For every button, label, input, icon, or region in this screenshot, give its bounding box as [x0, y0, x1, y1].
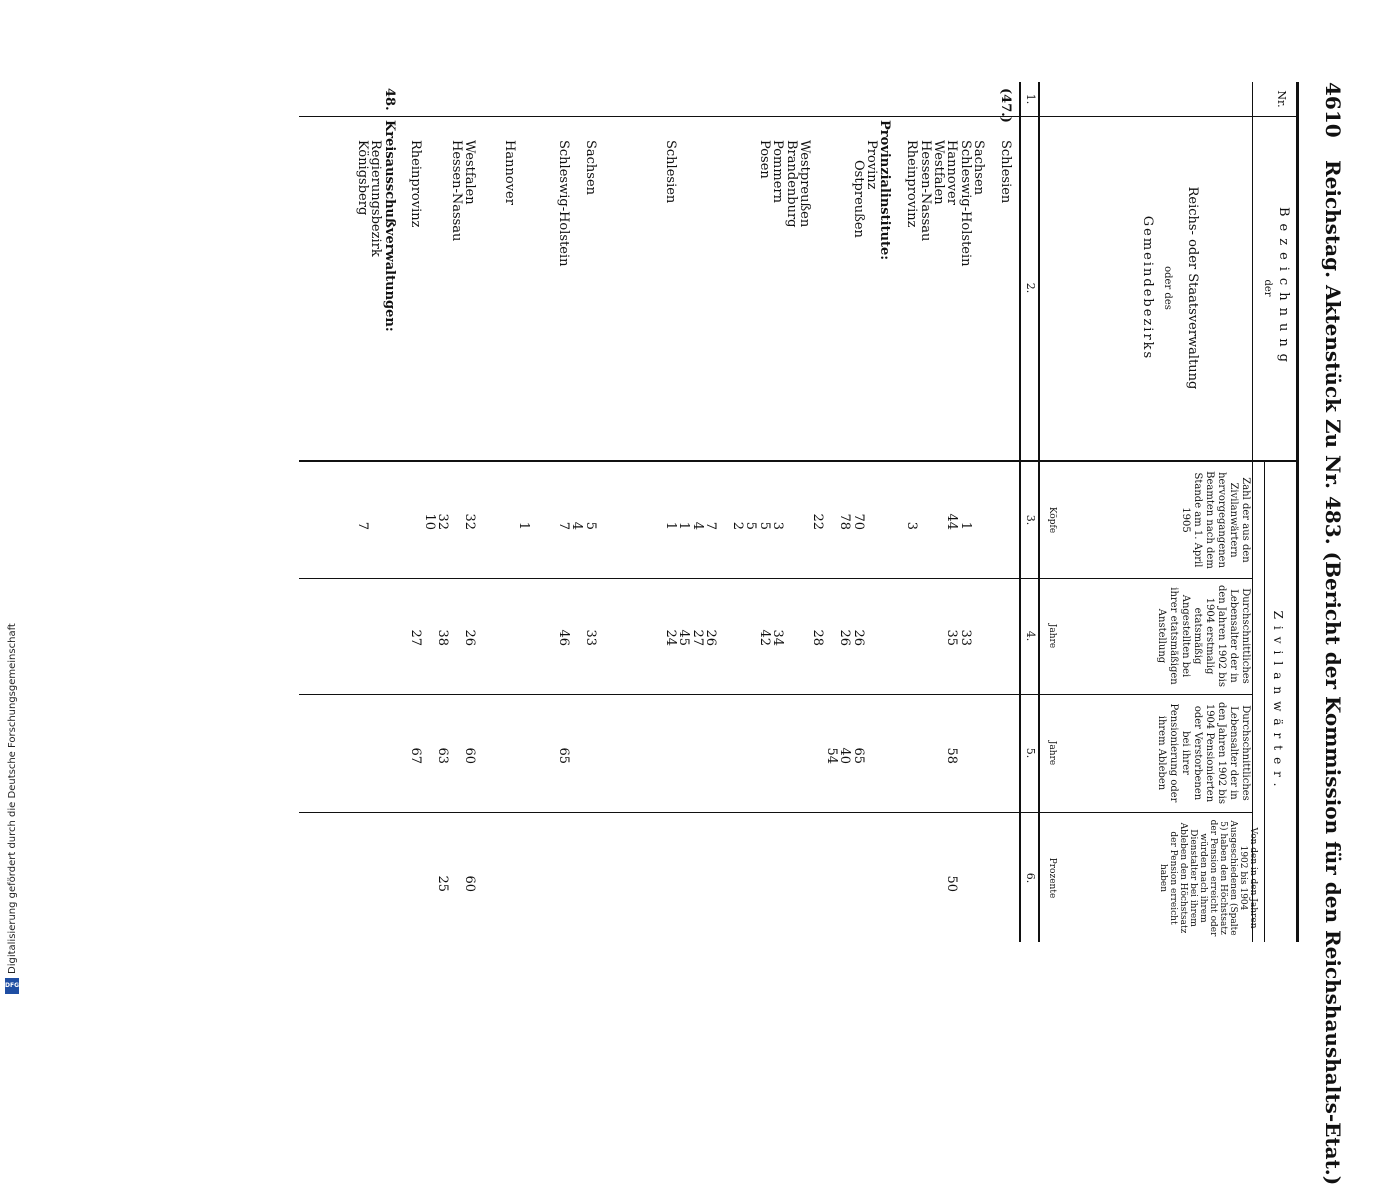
cell-c3: 5 [756, 521, 772, 530]
colnum-3: 3. [1024, 514, 1037, 526]
cell-c3: 1 [957, 521, 973, 530]
column-number-rule [1252, 82, 1253, 942]
cell-c3: 1 [663, 521, 678, 530]
table-row [569, 0, 585, 1000]
row-label: Schleswig-Holstein [555, 140, 571, 267]
gemeindebezirks-label: Gemeindebezirks [1140, 215, 1155, 361]
cell-c3: 3 [770, 521, 786, 530]
table-row [810, 0, 826, 1000]
table-row [610, 0, 622, 1000]
table-row [463, 0, 475, 1000]
cell-c3: 70 [850, 513, 866, 530]
row-label: Brandenburg [783, 140, 799, 228]
table-row [865, 0, 877, 1000]
bezeichnung-label: Bezeichnung [1276, 206, 1291, 370]
cell-c4: 26 [850, 629, 866, 646]
verwaltung-label: Reichs- oder Staatsverwaltung [1185, 186, 1200, 390]
row-label: Schlesien [663, 140, 678, 204]
digitization-credit [4, 594, 20, 994]
col6-unit: Prozente [1047, 857, 1057, 899]
cell-c5: 58 [944, 747, 960, 764]
row-label: Sachsen [971, 140, 987, 196]
cell-c5: 40 [837, 747, 853, 764]
row-label: Ostpreußen [850, 160, 866, 238]
oder-des-label: oder des [1162, 266, 1173, 310]
row-number: (47.) [998, 88, 1013, 123]
cell-c4: 34 [770, 629, 786, 646]
cell-c5: 65 [850, 747, 866, 764]
table-row [476, 0, 488, 1000]
row-label: Westfalen [931, 140, 946, 205]
cell-c6: 25 [435, 875, 451, 892]
table-row [932, 0, 944, 1000]
row-label: Rheinprovinz [904, 140, 920, 228]
col3-header: Zahl der aus den Zivilanwärtern hervorgegangenen Beamten nach dem Stande am 1. April 1905 [1180, 471, 1251, 569]
row-label: Westpreußen [797, 140, 812, 228]
cell-c3: 22 [810, 513, 826, 530]
cell-c4: 27 [408, 629, 424, 646]
table-row [718, 0, 730, 1000]
cell-c3: 2 [730, 521, 745, 530]
page-title: Reichstag. Aktenstück Zu Nr. 483. (Bericht der Kommission für den Reichshaushalts-Etat.) [1321, 160, 1345, 1185]
table-row [423, 0, 435, 1000]
table-row [664, 0, 676, 1000]
table-row [651, 0, 663, 1000]
colnum-5: 5. [1024, 747, 1037, 759]
row-label: Königsberg [354, 140, 370, 216]
table-row [892, 0, 904, 1000]
table-row [502, 0, 518, 1000]
cell-c3: 44 [944, 513, 960, 530]
table-body [11, 0, 1011, 1000]
cell-c3: 7 [354, 521, 370, 530]
table-row [676, 0, 692, 1000]
cell-c6: 60 [462, 875, 477, 892]
table-row [770, 0, 786, 1000]
table-row [584, 0, 596, 1000]
cell-c3: 7 [555, 521, 571, 530]
page-number: 4610 [1321, 82, 1345, 138]
cell-c3: 3 [904, 521, 920, 530]
cell-c3: 7 [703, 521, 719, 530]
dfg-logo: DFG [5, 978, 19, 994]
group-title-rule [1264, 462, 1265, 942]
table-top-rule [1296, 82, 1299, 942]
row-label: Hessen-Nassau [448, 140, 464, 242]
cell-c4: 35 [944, 629, 960, 646]
col6-header: Von den in den Jahren 1902 bis 1904 Ausgeschiedenen (Spalte 5) haben den Höchstsatz der Pension erreicht oder würden nach ihrem Dienstalter bei ihrem Ableben den Höchstsatz der Pension erreicht haben [1158, 819, 1258, 937]
row-label: Provinz [864, 140, 879, 190]
table-row [490, 0, 502, 1000]
table-row [852, 0, 864, 1000]
cell-c5: 67 [408, 747, 424, 764]
cell-c5: 60 [462, 747, 477, 764]
colnum-1: 1. [1024, 93, 1037, 105]
colnum-6: 6. [1024, 872, 1037, 884]
row-label: Rheinprovinz [408, 140, 424, 228]
row-label: Posen [756, 140, 772, 179]
table-row [450, 0, 462, 1000]
cell-c4: 46 [555, 629, 571, 646]
col4-unit: Jahre [1047, 623, 1057, 649]
row-label: Provinzialinstitute: [877, 120, 893, 261]
cell-c3: 32 [462, 513, 477, 530]
table-row [703, 0, 719, 1000]
table-row [743, 0, 759, 1000]
row-label: Hannover [502, 140, 518, 205]
row-label: Westfalen [462, 140, 477, 205]
cell-c3: 78 [837, 513, 853, 530]
cell-c4: 33 [957, 629, 973, 646]
table-row [356, 0, 368, 1000]
cell-c3: 1 [515, 521, 531, 530]
cell-c3: 5 [582, 521, 598, 530]
table-row [624, 0, 636, 1000]
cell-c4: 33 [582, 629, 598, 646]
col3-unit: Köpfe [1047, 506, 1057, 534]
running-head [1305, 0, 1345, 1185]
table-row [530, 0, 542, 1000]
cell-c4: 26 [703, 629, 719, 646]
colnum-2: 2. [1024, 282, 1037, 294]
cell-c3: 4 [569, 521, 585, 530]
credit-text: Digitalisierung gefördert durch die Deutsche Forschungsgemeinschaft [7, 623, 18, 974]
table-row [919, 0, 931, 1000]
row-label: Kreisausschußverwaltungen: [381, 120, 397, 332]
table-row [435, 0, 451, 1000]
table-row [543, 0, 555, 1000]
table-row [944, 0, 960, 1000]
table-row [798, 0, 810, 1000]
body-top-rule [1019, 82, 1021, 942]
table-row [877, 0, 893, 1000]
row-label: Pommern [770, 140, 786, 203]
cell-c5: 54 [823, 747, 839, 764]
table-row [986, 0, 998, 1000]
table-row [517, 0, 529, 1000]
table-row [959, 0, 971, 1000]
cell-c4: 42 [756, 629, 772, 646]
table-row [785, 0, 797, 1000]
table-row [837, 0, 853, 1000]
row-label: Sachsen [582, 140, 598, 196]
table-row [999, 0, 1011, 1000]
table-row [396, 0, 408, 1000]
table-row [731, 0, 743, 1000]
table-row [758, 0, 770, 1000]
row-label: Hannover [944, 140, 960, 205]
cell-c3: 10 [421, 513, 437, 530]
cell-c4: 38 [435, 629, 451, 646]
row-label: Schlesien [998, 140, 1013, 204]
cell-c5: 65 [555, 747, 571, 764]
cell-c6: 50 [944, 875, 960, 892]
cell-c4: 45 [676, 629, 692, 646]
cell-c3: 4 [689, 521, 705, 530]
col5-header: Durchschnittliches Lebensalter der in den Jahren 1902 bis 1904 Pensionierten oder Verstorbenen bei ihrer Pensionierung oder ihrem Ableben [1156, 701, 1251, 805]
cell-c3: 5 [743, 521, 759, 530]
table-row [971, 0, 987, 1000]
cell-c4: 27 [689, 629, 705, 646]
col5-unit: Jahre [1047, 740, 1057, 766]
cell-c5: 63 [435, 747, 451, 764]
der-label: der [1262, 279, 1273, 297]
table-row [557, 0, 569, 1000]
cell-c4: 28 [810, 629, 826, 646]
group-title: Zivilanwärter. [1271, 610, 1285, 794]
row-number: 48. [381, 88, 397, 111]
col4-header: Durchschnittliches Lebensalter der in den Jahren 1902 bis 1904 erstmalig etatsmäßig Angestellten bei ihrer etatsmäßigen Anstellung [1156, 584, 1251, 688]
table-row [368, 0, 384, 1000]
table-row [691, 0, 703, 1000]
table-row [904, 0, 920, 1000]
cell-c3: 32 [435, 513, 451, 530]
cell-c3: 1 [676, 521, 692, 530]
row-label: Regierungsbezirk [368, 140, 384, 257]
nr-label: Nr. [1275, 90, 1288, 108]
table-row [825, 0, 837, 1000]
table-row [597, 0, 609, 1000]
table-row [637, 0, 649, 1000]
header-bottom-rule [1038, 82, 1040, 942]
row-label: Hessen-Nassau [917, 140, 933, 242]
cell-c4: 24 [663, 629, 678, 646]
table-row [383, 0, 395, 1000]
table-row [408, 0, 424, 1000]
cell-c4: 26 [837, 629, 853, 646]
cell-c4: 26 [462, 629, 477, 646]
row-label: Schleswig-Holstein [957, 140, 973, 267]
colnum-4: 4. [1024, 630, 1037, 642]
